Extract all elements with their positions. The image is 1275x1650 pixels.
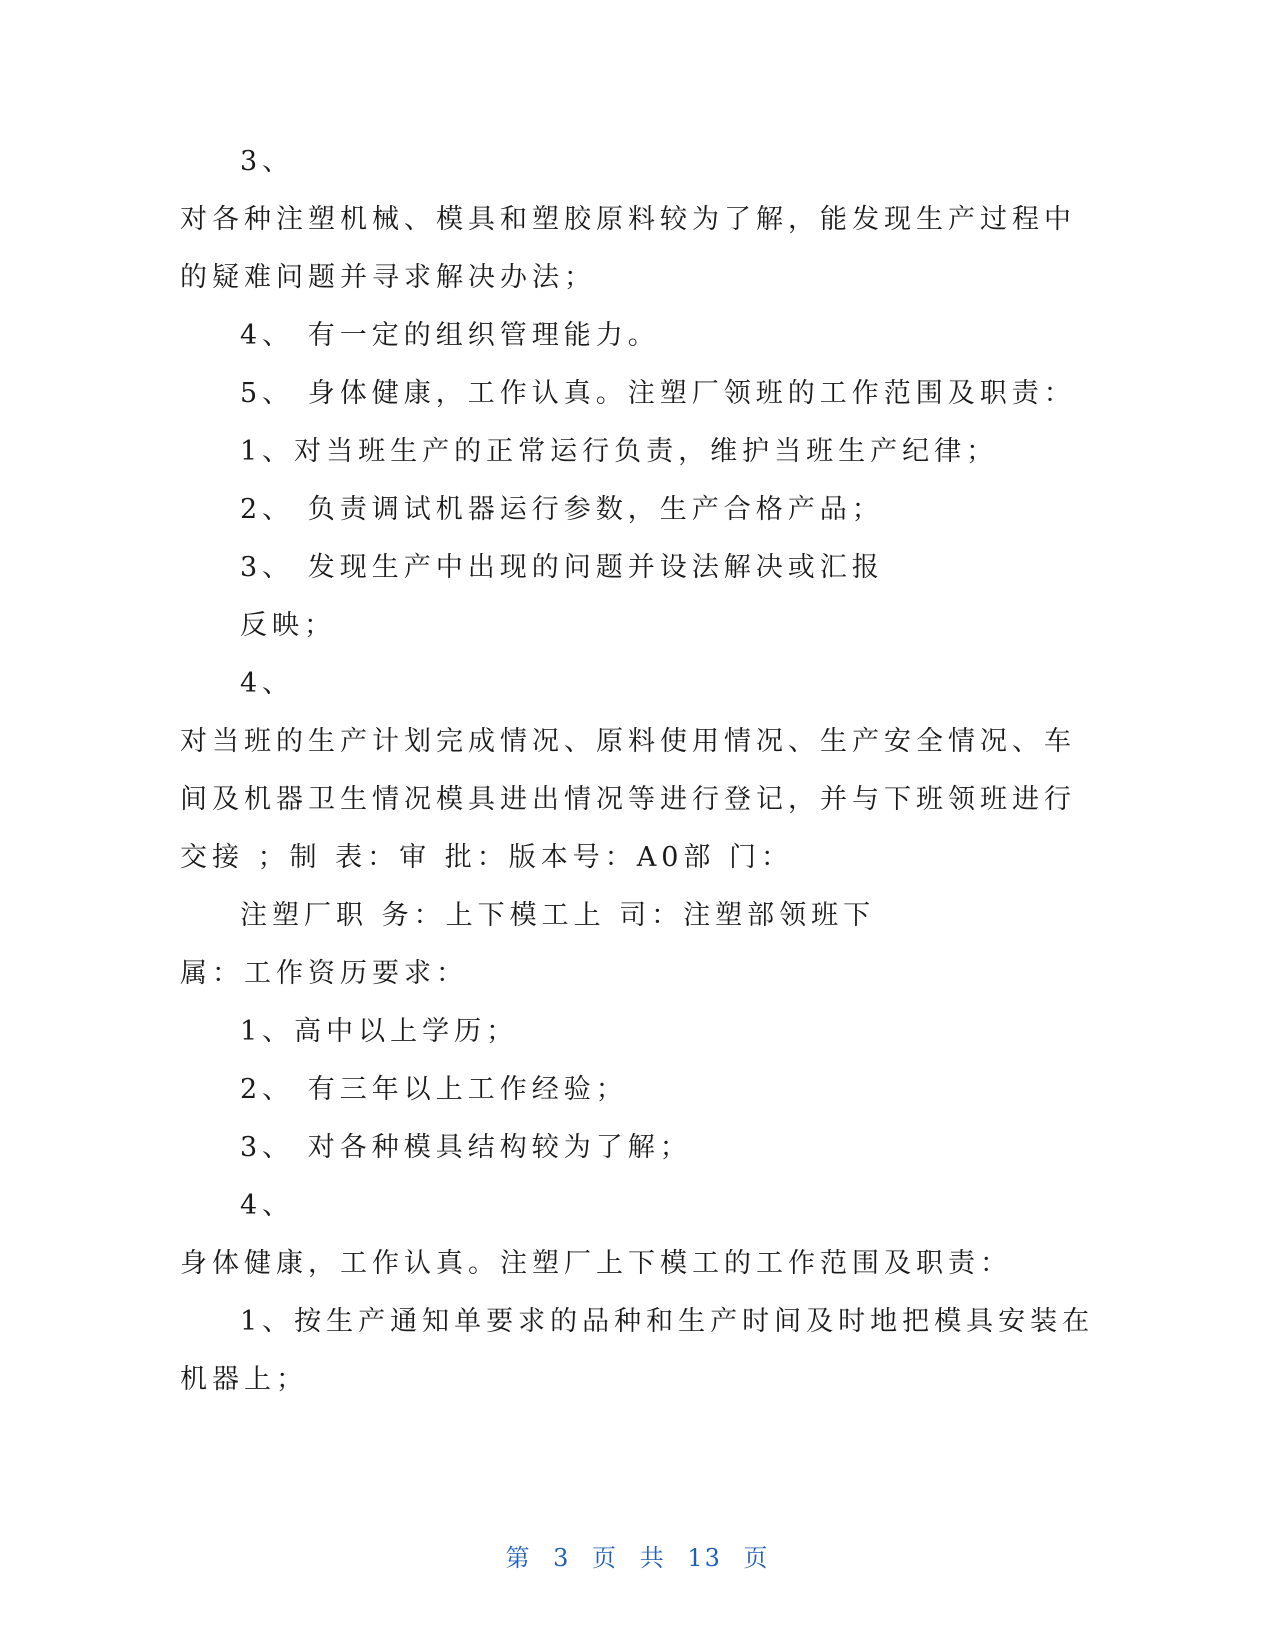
text-line: 3、 发现生产中出现的问题并设法解决或汇报 <box>240 552 884 583</box>
text-line: 4、 <box>240 1190 295 1221</box>
text-line: 对各种注塑机械、模具和塑胶原料较为了解，能发现生产过程中 <box>180 204 1076 235</box>
text-line: 对当班的生产计划完成情况、原料使用情况、生产安全情况、车 <box>180 726 1076 757</box>
footer-label-total-unit: 页 <box>743 1544 770 1572</box>
text-line: 5、 身体健康，工作认真。注塑厂领班的工作范围及职责： <box>240 378 1076 409</box>
footer-current-page: 3 <box>553 1544 571 1572</box>
text-line: 1、高中以上学历； <box>240 1016 519 1047</box>
text-line: 反映； <box>240 610 336 641</box>
text-line: 间及机器卫生情况模具进出情况等进行登记，并与下班领班进行 <box>180 784 1076 815</box>
text-line: 2、 有三年以上工作经验； <box>240 1074 628 1105</box>
text-line: 身体健康，工作认真。注塑厂上下模工的工作范围及职责： <box>180 1248 1012 1279</box>
footer-label-total: 共 <box>639 1544 666 1572</box>
text-line: 1、对当班生产的正常运行负责，维护当班生产纪律； <box>240 436 999 467</box>
text-line: 注塑厂职 务：上下模工上 司：注塑部领班下 <box>240 900 876 931</box>
text-line: 1、按生产通知单要求的品种和生产时间及时地把模具安装在 <box>240 1306 1095 1337</box>
text-line: 2、 负责调试机器运行参数，生产合格产品； <box>240 494 884 525</box>
page-footer <box>0 1538 1275 1573</box>
text-line: 机器上； <box>180 1364 308 1395</box>
text-line: 交接 ；制 表：审 批：版本号：A0部 门： <box>180 842 794 873</box>
footer-label-page: 第 <box>505 1544 532 1572</box>
footer-total-pages: 13 <box>687 1544 722 1572</box>
text-line: 属：工作资历要求： <box>180 958 468 989</box>
footer-label-page-unit: 页 <box>592 1544 619 1572</box>
text-line: 4、 <box>240 668 295 699</box>
text-line: 的疑难问题并寻求解决办法； <box>180 262 596 293</box>
text-line: 3、 <box>240 146 295 177</box>
text-line: 3、 对各种模具结构较为了解； <box>240 1132 692 1163</box>
text-line: 4、 有一定的组织管理能力。 <box>240 320 660 351</box>
